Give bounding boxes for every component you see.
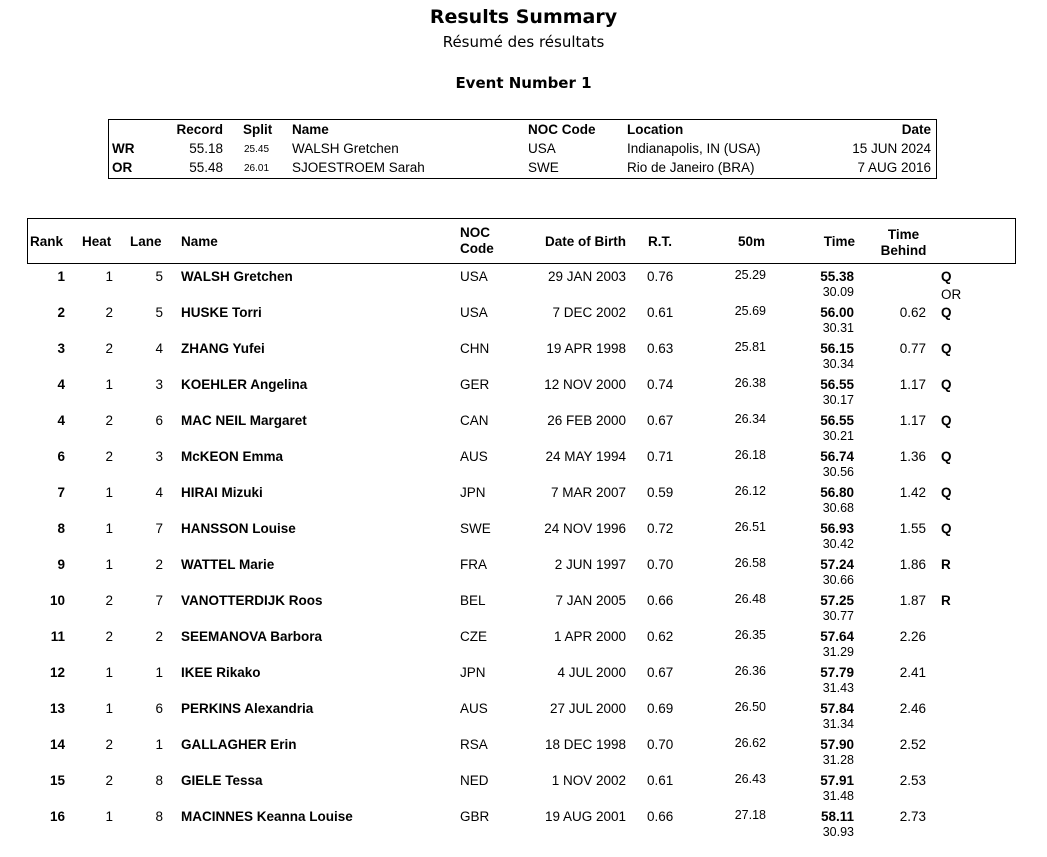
record-time: 55.18 xyxy=(189,141,223,156)
col-time: Time xyxy=(823,234,855,249)
reaction-time: 0.76 xyxy=(647,269,674,284)
rank: 9 xyxy=(57,557,65,572)
record-holder: SJOESTROEM Sarah xyxy=(292,160,425,175)
heat: 2 xyxy=(105,413,113,428)
result-row xyxy=(27,737,1016,773)
reaction-time: 0.74 xyxy=(647,377,674,392)
split-50m: 26.50 xyxy=(734,700,766,714)
col-time-behind-line2: Behind xyxy=(880,243,927,258)
rank: 4 xyxy=(57,413,65,428)
split-100m: 31.34 xyxy=(822,717,854,731)
athlete-name: IKEE Rikako xyxy=(181,665,261,680)
final-time: 56.55 xyxy=(820,413,854,428)
qualifier: R xyxy=(941,593,951,608)
qualifier: Q xyxy=(941,341,952,356)
time-behind: 1.17 xyxy=(899,413,926,428)
date-of-birth: 18 DEC 1998 xyxy=(544,737,626,752)
record-date: 15 JUN 2024 xyxy=(852,141,931,156)
rank: 11 xyxy=(50,629,65,644)
heat: 2 xyxy=(105,629,113,644)
noc-code: GBR xyxy=(460,809,490,824)
split-100m: 30.56 xyxy=(822,465,854,479)
time-behind: 0.62 xyxy=(899,305,926,320)
date-of-birth: 24 MAY 1994 xyxy=(545,449,626,464)
rank: 2 xyxy=(57,305,65,320)
record-holder: WALSH Gretchen xyxy=(292,141,399,156)
heat: 1 xyxy=(105,665,113,680)
heat: 1 xyxy=(105,485,113,500)
athlete-name: WATTEL Marie xyxy=(181,557,275,572)
split-100m: 30.68 xyxy=(822,501,854,515)
split-100m: 31.28 xyxy=(822,753,854,767)
final-time: 56.93 xyxy=(820,521,854,536)
split-100m: 30.31 xyxy=(822,321,854,335)
noc-code: NED xyxy=(460,773,489,788)
noc-code: USA xyxy=(460,305,488,320)
date-of-birth: 29 JAN 2003 xyxy=(547,269,626,284)
time-behind: 1.17 xyxy=(899,377,926,392)
qualifier: R xyxy=(941,557,951,572)
result-row xyxy=(27,449,1016,485)
rank: 10 xyxy=(49,593,65,608)
reaction-time: 0.66 xyxy=(647,593,674,608)
record-time: 55.48 xyxy=(189,160,223,175)
results-header xyxy=(27,218,1016,264)
athlete-name: HIRAI Mizuki xyxy=(181,485,263,500)
heat: 2 xyxy=(105,593,113,608)
result-row xyxy=(27,809,1016,845)
date-of-birth: 19 APR 1998 xyxy=(546,341,626,356)
col-rank: Rank xyxy=(30,234,64,249)
result-row xyxy=(27,269,1016,305)
final-time: 57.91 xyxy=(820,773,854,788)
noc-code: AUS xyxy=(460,449,488,464)
noc-code: RSA xyxy=(460,737,488,752)
time-behind: 2.26 xyxy=(899,629,926,644)
record-code: OR xyxy=(112,160,133,175)
result-row xyxy=(27,485,1016,521)
heat: 2 xyxy=(105,737,113,752)
split-50m: 26.48 xyxy=(734,592,766,606)
heat: 1 xyxy=(105,521,113,536)
date-of-birth: 7 MAR 2007 xyxy=(550,485,626,500)
qualifier: Q xyxy=(941,377,952,392)
split-100m: 30.34 xyxy=(822,357,854,371)
rank: 3 xyxy=(57,341,65,356)
records-col-date: Date xyxy=(901,122,931,137)
qualifier: Q xyxy=(941,485,952,500)
heat: 1 xyxy=(105,701,113,716)
rank: 15 xyxy=(49,773,65,788)
lane: 8 xyxy=(155,809,163,824)
heat: 1 xyxy=(105,557,113,572)
split-50m: 25.69 xyxy=(734,304,766,318)
result-row xyxy=(27,341,1016,377)
rank: 16 xyxy=(49,809,65,824)
rank: 12 xyxy=(49,665,65,680)
rank: 8 xyxy=(57,521,65,536)
time-behind: 1.42 xyxy=(899,485,926,500)
time-behind: 2.73 xyxy=(899,809,926,824)
date-of-birth: 26 FEB 2000 xyxy=(547,413,626,428)
noc-code: CAN xyxy=(460,413,489,428)
noc-code: USA xyxy=(460,269,488,284)
date-of-birth: 4 JUL 2000 xyxy=(557,665,626,680)
col-50m: 50m xyxy=(737,234,765,249)
athlete-name: GALLAGHER Erin xyxy=(181,737,297,752)
split-100m: 31.29 xyxy=(822,645,854,659)
result-row xyxy=(27,557,1016,593)
lane: 4 xyxy=(155,341,163,356)
date-of-birth: 12 NOV 2000 xyxy=(544,377,626,392)
final-time: 57.90 xyxy=(820,737,854,752)
lane: 5 xyxy=(155,305,163,320)
result-row xyxy=(27,377,1016,413)
record-code: WR xyxy=(112,141,135,156)
athlete-name: MAC NEIL Margaret xyxy=(181,413,307,428)
col-name: Name xyxy=(181,234,218,249)
time-behind: 1.87 xyxy=(899,593,926,608)
split-50m: 26.35 xyxy=(734,628,766,642)
col-lane: Lane xyxy=(130,234,162,249)
noc-code: JPN xyxy=(460,665,486,680)
lane: 2 xyxy=(155,557,163,572)
reaction-time: 0.67 xyxy=(647,665,674,680)
athlete-name: McKEON Emma xyxy=(181,449,284,464)
reaction-time: 0.71 xyxy=(647,449,674,464)
col-dob: Date of Birth xyxy=(545,234,626,249)
rank: 6 xyxy=(57,449,65,464)
split-100m: 31.48 xyxy=(822,789,854,803)
split-100m: 30.42 xyxy=(822,537,854,551)
lane: 4 xyxy=(155,485,163,500)
result-row xyxy=(27,665,1016,701)
noc-code: CHN xyxy=(460,341,490,356)
lane: 7 xyxy=(155,521,163,536)
heat: 2 xyxy=(105,773,113,788)
heat: 2 xyxy=(105,341,113,356)
athlete-name: VANOTTERDIJK Roos xyxy=(181,593,323,608)
athlete-name: SEEMANOVA Barbora xyxy=(181,629,323,644)
lane: 2 xyxy=(155,629,163,644)
reaction-time: 0.61 xyxy=(647,305,674,320)
rank: 7 xyxy=(57,485,65,500)
lane: 3 xyxy=(155,377,163,392)
split-50m: 27.18 xyxy=(734,808,766,822)
final-time: 56.55 xyxy=(820,377,854,392)
split-50m: 26.38 xyxy=(734,376,766,390)
col-noc-line2: Code xyxy=(460,241,494,256)
record-split: 26.01 xyxy=(244,163,270,174)
date-of-birth: 2 JUN 1997 xyxy=(554,557,626,572)
records-col-split: Split xyxy=(243,122,273,137)
final-time: 58.11 xyxy=(820,809,854,824)
qualifier: Q xyxy=(941,449,952,464)
split-50m: 26.43 xyxy=(734,772,766,786)
date-of-birth: 19 AUG 2001 xyxy=(544,809,626,824)
qualifier: Q xyxy=(941,269,952,284)
col-rt: R.T. xyxy=(648,234,673,249)
athlete-name: PERKINS Alexandria xyxy=(181,701,314,716)
result-row xyxy=(27,629,1016,665)
lane: 6 xyxy=(155,701,163,716)
split-50m: 26.34 xyxy=(734,412,766,426)
date-of-birth: 1 NOV 2002 xyxy=(551,773,626,788)
split-100m: 30.21 xyxy=(822,429,854,443)
time-behind: 1.55 xyxy=(899,521,926,536)
qualifier: Q xyxy=(941,413,952,428)
reaction-time: 0.63 xyxy=(647,341,674,356)
reaction-time: 0.62 xyxy=(647,629,674,644)
rank: 13 xyxy=(49,701,65,716)
col-noc xyxy=(460,225,494,257)
split-50m: 25.81 xyxy=(734,340,766,354)
result-row xyxy=(27,305,1016,341)
time-behind: 2.41 xyxy=(899,665,926,680)
time-behind: 0.77 xyxy=(899,341,926,356)
lane: 3 xyxy=(155,449,163,464)
col-heat: Heat xyxy=(82,234,112,249)
split-100m: 30.17 xyxy=(822,393,854,407)
heat: 1 xyxy=(105,809,113,824)
final-time: 55.38 xyxy=(820,269,854,284)
record-date: 7 AUG 2016 xyxy=(857,160,931,175)
noc-code: CZE xyxy=(460,629,487,644)
athlete-name: KOEHLER Angelina xyxy=(181,377,308,392)
athlete-name: ZHANG Yufei xyxy=(181,341,265,356)
col-time-behind xyxy=(871,227,936,259)
split-50m: 26.62 xyxy=(734,736,766,750)
lane: 7 xyxy=(155,593,163,608)
lane: 8 xyxy=(155,773,163,788)
time-behind: 2.46 xyxy=(899,701,926,716)
noc-code: AUS xyxy=(460,701,488,716)
record-location: Indianapolis, IN (USA) xyxy=(627,141,761,156)
col-time-behind-line1: Time xyxy=(887,227,920,242)
time-behind: 1.36 xyxy=(899,449,926,464)
reaction-time: 0.70 xyxy=(647,557,674,572)
reaction-time: 0.59 xyxy=(647,485,674,500)
split-50m: 26.36 xyxy=(734,664,766,678)
athlete-name: MACINNES Keanna Louise xyxy=(181,809,353,824)
split-100m: 30.66 xyxy=(822,573,854,587)
record-noc: SWE xyxy=(528,160,559,175)
lane: 5 xyxy=(155,269,163,284)
qualifier: Q xyxy=(941,305,952,320)
date-of-birth: 27 JUL 2000 xyxy=(549,701,626,716)
final-time: 57.24 xyxy=(820,557,854,572)
record-location: Rio de Janeiro (BRA) xyxy=(627,160,755,175)
athlete-name: GIELE Tessa xyxy=(181,773,263,788)
date-of-birth: 7 JAN 2005 xyxy=(555,593,626,608)
records-col-name: Name xyxy=(292,122,329,137)
noc-code: SWE xyxy=(460,521,491,536)
final-time: 56.15 xyxy=(820,341,854,356)
lane: 1 xyxy=(155,737,163,752)
records-table xyxy=(108,119,937,179)
date-of-birth: 7 DEC 2002 xyxy=(552,305,626,320)
athlete-name: HUSKE Torri xyxy=(181,305,262,320)
athlete-name: WALSH Gretchen xyxy=(181,269,293,284)
col-noc-line1: NOC xyxy=(460,225,490,240)
result-row xyxy=(27,413,1016,449)
final-time: 57.84 xyxy=(820,701,854,716)
heat: 1 xyxy=(105,377,113,392)
noc-code: FRA xyxy=(460,557,487,572)
rank: 4 xyxy=(57,377,65,392)
record-split: 25.45 xyxy=(244,144,270,155)
lane: 6 xyxy=(155,413,163,428)
split-50m: 26.51 xyxy=(734,520,766,534)
final-time: 56.00 xyxy=(820,305,854,320)
reaction-time: 0.70 xyxy=(647,737,674,752)
split-100m: 31.43 xyxy=(822,681,854,695)
final-time: 56.74 xyxy=(820,449,854,464)
split-50m: 26.18 xyxy=(734,448,766,462)
noc-code: BEL xyxy=(460,593,486,608)
athlete-name: HANSSON Louise xyxy=(181,521,296,536)
time-behind: 2.52 xyxy=(899,737,926,752)
heat: 1 xyxy=(105,269,113,284)
heat: 2 xyxy=(105,449,113,464)
event-number: Event Number 1 xyxy=(455,74,592,92)
split-100m: 30.93 xyxy=(822,825,854,839)
reaction-time: 0.66 xyxy=(647,809,674,824)
noc-code: GER xyxy=(460,377,490,392)
time-behind: 1.86 xyxy=(899,557,926,572)
date-of-birth: 1 APR 2000 xyxy=(553,629,626,644)
noc-code: JPN xyxy=(460,485,486,500)
final-time: 56.80 xyxy=(820,485,854,500)
rank: 14 xyxy=(49,737,65,752)
rank: 1 xyxy=(57,269,65,284)
result-row xyxy=(27,593,1016,629)
records-col-location: Location xyxy=(627,122,684,137)
final-time: 57.64 xyxy=(820,629,854,644)
time-behind: 2.53 xyxy=(899,773,926,788)
split-100m: 30.77 xyxy=(822,609,854,623)
split-50m: 26.58 xyxy=(734,556,766,570)
reaction-time: 0.72 xyxy=(647,521,674,536)
final-time: 57.79 xyxy=(820,665,854,680)
records-col-record: Record xyxy=(176,122,223,137)
record-mark: OR xyxy=(941,287,962,302)
record-noc: USA xyxy=(528,141,556,156)
reaction-time: 0.61 xyxy=(647,773,674,788)
result-row xyxy=(27,521,1016,557)
reaction-time: 0.67 xyxy=(647,413,674,428)
page-title: Results Summary xyxy=(429,6,618,28)
split-100m: 30.09 xyxy=(822,285,854,299)
page-subtitle: Résumé des résultats xyxy=(442,33,605,51)
lane: 1 xyxy=(155,665,163,680)
final-time: 57.25 xyxy=(820,593,854,608)
records-col-noc: NOC Code xyxy=(528,122,596,137)
split-50m: 25.29 xyxy=(734,268,766,282)
date-of-birth: 24 NOV 1996 xyxy=(544,521,626,536)
result-row xyxy=(27,773,1016,809)
heat: 2 xyxy=(105,305,113,320)
reaction-time: 0.69 xyxy=(647,701,674,716)
qualifier: Q xyxy=(941,521,952,536)
result-row xyxy=(27,701,1016,737)
split-50m: 26.12 xyxy=(734,484,766,498)
